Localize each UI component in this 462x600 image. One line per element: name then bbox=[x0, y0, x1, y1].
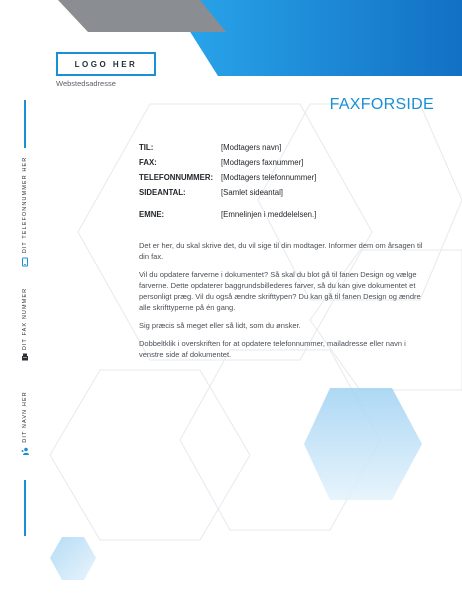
field-value-pages[interactable]: [Samlet sideantal] bbox=[221, 188, 283, 197]
field-label-pages: SIDEANTAL: bbox=[139, 188, 186, 197]
recipient-fields bbox=[139, 140, 316, 222]
field-row-subject bbox=[139, 207, 316, 222]
phone-icon bbox=[20, 257, 30, 267]
body-paragraph: Sig præcis så meget eller så lidt, som du ønsker. bbox=[139, 321, 301, 330]
field-label-to: TIL: bbox=[139, 143, 154, 152]
body-paragraph: Vil du opdatere farverne i dokumentet? Så skal du blot gå til fanen Design og vælge farverne. Dette opdaterer baggrundsbillederes farver, så du kan give dokumentet et personligt præg. Vil du også ændre skrifttypen? Du kan gå til fanen Design og ændre alle skrifttyperne på én gang. bbox=[139, 270, 421, 312]
message-body[interactable] bbox=[139, 240, 431, 367]
person-icon bbox=[20, 446, 30, 456]
field-row-to bbox=[139, 140, 316, 155]
field-row-fax bbox=[139, 155, 316, 170]
sidebar-phone-label[interactable]: DIT TELEFONNUMMER HER bbox=[22, 156, 28, 254]
field-row-phone bbox=[139, 170, 316, 185]
accent-hexagon-small bbox=[50, 537, 96, 580]
field-row-pages bbox=[139, 185, 316, 200]
sidebar-fax-label[interactable]: DIT FAX NUMMER bbox=[22, 287, 28, 351]
logo-label: LOGO HER bbox=[74, 59, 138, 69]
field-label-fax: FAX: bbox=[139, 158, 157, 167]
fax-icon bbox=[20, 352, 30, 362]
body-paragraph: Dobbeltklik i overskriften for at opdatere telefonnummer, mailadresse eller navn i venstre side af dokumentet. bbox=[139, 339, 406, 359]
sidebar-name-label[interactable]: DIT NAVN HER bbox=[22, 391, 28, 443]
field-value-phone[interactable]: [Modtagers telefonnummer] bbox=[221, 173, 317, 182]
body-paragraph: Det er her, du skal skrive det, du vil sige til din modtager. Informer dem om årsagen til din fax. bbox=[139, 241, 423, 261]
accent-hexagon-large bbox=[304, 388, 422, 500]
field-value-to[interactable]: [Modtagers navn] bbox=[221, 143, 282, 152]
page-title: FAXFORSIDE bbox=[329, 96, 434, 113]
sidebar-contact bbox=[17, 0, 33, 600]
website-address: Webstedsadresse bbox=[56, 79, 116, 88]
field-value-subject[interactable]: [Emnelinjen i meddelelsen.] bbox=[221, 210, 317, 219]
field-label-subject: EMNE: bbox=[139, 210, 165, 219]
field-label-phone: TELEFONNUMMER: bbox=[139, 173, 214, 182]
logo-box[interactable] bbox=[56, 52, 156, 76]
header-band-blue bbox=[170, 0, 462, 76]
header-band-gray bbox=[58, 0, 226, 32]
field-value-fax[interactable]: [Modtagers faxnummer] bbox=[221, 158, 304, 167]
